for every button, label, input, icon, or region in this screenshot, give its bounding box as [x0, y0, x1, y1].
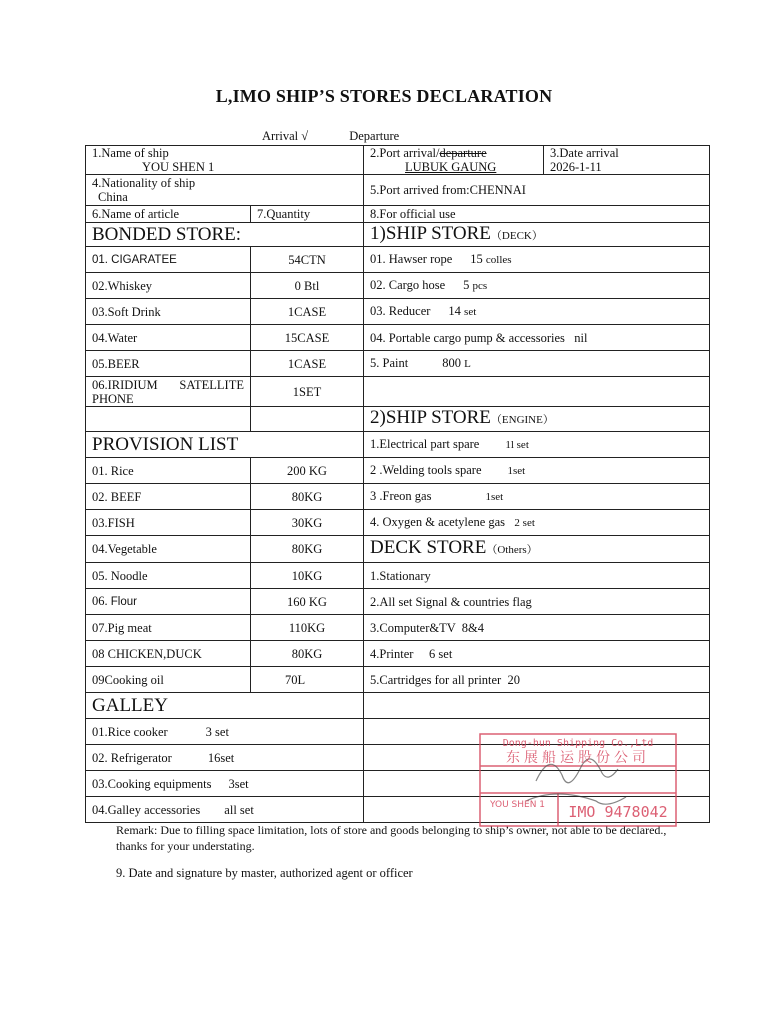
date-cell	[544, 146, 710, 175]
section-heading-row	[86, 223, 710, 247]
provision-item-qty: 70L	[251, 667, 364, 693]
table-row	[86, 458, 710, 484]
table-row	[86, 563, 710, 589]
provision-item-qty: 80KG	[251, 641, 364, 667]
bonded-item-name: 06.IRIDIUM SATELLITE PHONE	[86, 377, 251, 407]
deck-item: 03. Reducer 14 set	[364, 299, 710, 325]
table-row	[86, 273, 710, 299]
stamp-ship: YOU SHEN 1	[490, 800, 546, 810]
port-from: 5.Port arrived from:CHENNAI	[364, 175, 710, 206]
deck-item: 02. Cargo hose 5 pcs	[364, 273, 710, 299]
provision-item-name: 03.FISH	[86, 510, 251, 536]
quantity-header: 7.Quantity	[251, 206, 364, 223]
nationality-row	[86, 175, 710, 206]
engine-item: 4. Oxygen & acetylene gas 2 set	[364, 510, 710, 536]
engine-item: 1.Electrical part spare 1l set	[364, 432, 710, 458]
provision-item-qty: 80KG	[251, 484, 364, 510]
table-row	[86, 641, 710, 667]
ship-name-value: YOU SHEN 1	[142, 160, 215, 174]
ship-info-row	[86, 146, 710, 175]
port-label: 2.Port arrival/departure	[370, 146, 487, 160]
table-row	[86, 377, 710, 407]
stamp-company-en: Dong-hun Shipping Co.,Ltd	[502, 738, 654, 749]
bonded-item-qty: 1CASE	[251, 351, 364, 377]
provision-item-qty: 30KG	[251, 510, 364, 536]
table-row	[86, 299, 710, 325]
empty-cell	[86, 407, 251, 432]
signature-line: 9. Date and signature by master, authorized agent or officer	[116, 866, 413, 880]
nationality-cell	[86, 175, 364, 206]
bonded-item-qty: 15CASE	[251, 325, 364, 351]
ship-name-label: 1.Name of ship	[92, 146, 169, 160]
stamp-imo: IMO 9478042	[568, 803, 668, 821]
provision-item-qty: 160 KG	[251, 589, 364, 615]
bonded-item-name: 02.Whiskey	[86, 273, 251, 299]
deck-store-item: 4.Printer 6 set	[364, 641, 710, 667]
arrival-departure-line	[262, 129, 399, 144]
bonded-item-name: 01. CIGARATEE	[86, 247, 251, 273]
official-header: 8.For official use	[364, 206, 710, 223]
table-row	[86, 407, 710, 432]
deck-store-item: 2.All set Signal & countries flag	[364, 589, 710, 615]
provision-item-name: 09Cooking oil	[86, 667, 251, 693]
bonded-item-name: 03.Soft Drink	[86, 299, 251, 325]
deck-item: 01. Hawser rope 15 colles	[364, 247, 710, 273]
bonded-item-qty: 1CASE	[251, 299, 364, 325]
bonded-item-qty: 54CTN	[251, 247, 364, 273]
port-cell	[364, 146, 544, 175]
table-row	[86, 667, 710, 693]
company-stamp	[476, 731, 680, 829]
table-row	[86, 693, 710, 719]
bonded-item-name: 05.BEER	[86, 351, 251, 377]
ship-name-cell	[86, 146, 364, 175]
galley-item: 01.Rice cooker 3 set	[86, 719, 364, 745]
provision-item-name: 06. Flour	[86, 589, 251, 615]
deck-store-item: 5.Cartridges for all printer 20	[364, 667, 710, 693]
empty-cell	[251, 407, 364, 432]
provision-item-qty: 10KG	[251, 563, 364, 589]
deck-store-item: 1.Stationary	[364, 563, 710, 589]
table-row	[86, 325, 710, 351]
provision-item-name: 07.Pig meat	[86, 615, 251, 641]
arrival-label: Arrival √	[262, 129, 309, 143]
article-header: 6.Name of article	[86, 206, 251, 223]
remark-text: Remark: Due to filling space limitation, lots of store and goods belonging to ship’s owner, not able to be declared., thanks for your understating.	[116, 823, 667, 853]
galley-item: 04.Galley accessories all set	[86, 797, 364, 823]
table-row	[86, 510, 710, 536]
provision-item-name: 01. Rice	[86, 458, 251, 484]
table-row	[86, 247, 710, 273]
table-row	[86, 432, 710, 458]
deck-item: 5. Paint 800 L	[364, 351, 710, 377]
provision-item-name: 04.Vegetable	[86, 536, 251, 563]
provision-item-qty: 80KG	[251, 536, 364, 563]
ship-store-deck-heading: 1)SHIP STORE（DECK）	[364, 223, 710, 247]
nationality-label: 4.Nationality of ship	[92, 176, 196, 190]
bonded-item-name: 04.Water	[86, 325, 251, 351]
provision-item-qty: 110KG	[251, 615, 364, 641]
stamp-company-cn: 东展船运股份公司	[506, 750, 650, 766]
table-row	[86, 615, 710, 641]
ship-store-engine-heading: 2)SHIP STORE（ENGINE）	[364, 407, 710, 432]
engine-item: 3 .Freon gas 1set	[364, 484, 710, 510]
date-label: 3.Date arrival	[550, 146, 619, 160]
empty-cell	[364, 693, 710, 719]
galley-item: 02. Refrigerator 16set	[86, 745, 364, 771]
galley-heading: GALLEY	[86, 693, 364, 719]
provision-item-name: 05. Noodle	[86, 563, 251, 589]
date-value: 2026-1-11	[550, 160, 602, 174]
column-header-row	[86, 206, 710, 223]
engine-item: 2 .Welding tools spare 1set	[364, 458, 710, 484]
departure-label: Departure	[349, 129, 400, 143]
deck-item: 04. Portable cargo pump & accessories nil	[364, 325, 710, 351]
bonded-item-qty: 1SET	[251, 377, 364, 407]
deck-store-heading: DECK STORE（Others）	[364, 536, 710, 563]
provision-item-qty: 200 KG	[251, 458, 364, 484]
port-value: LUBUK GAUNG	[405, 160, 497, 174]
table-row	[86, 484, 710, 510]
bonded-item-qty: 0 Btl	[251, 273, 364, 299]
provision-item-name: 08 CHICKEN,DUCK	[86, 641, 251, 667]
table-row	[86, 351, 710, 377]
table-row	[86, 589, 710, 615]
stores-declaration-table	[85, 145, 710, 823]
nationality-value: China	[98, 190, 128, 204]
document-title: L,IMO SHIP’S STORES DECLARATION	[215, 86, 553, 106]
galley-item: 03.Cooking equipments 3set	[86, 771, 364, 797]
bonded-store-heading: BONDED STORE:	[86, 223, 364, 247]
deck-store-item: 3.Computer&TV 8&4	[364, 615, 710, 641]
empty-cell	[364, 377, 710, 407]
provision-list-heading: PROVISION LIST	[86, 432, 364, 458]
provision-item-name: 02. BEEF	[86, 484, 251, 510]
table-row	[86, 536, 710, 563]
